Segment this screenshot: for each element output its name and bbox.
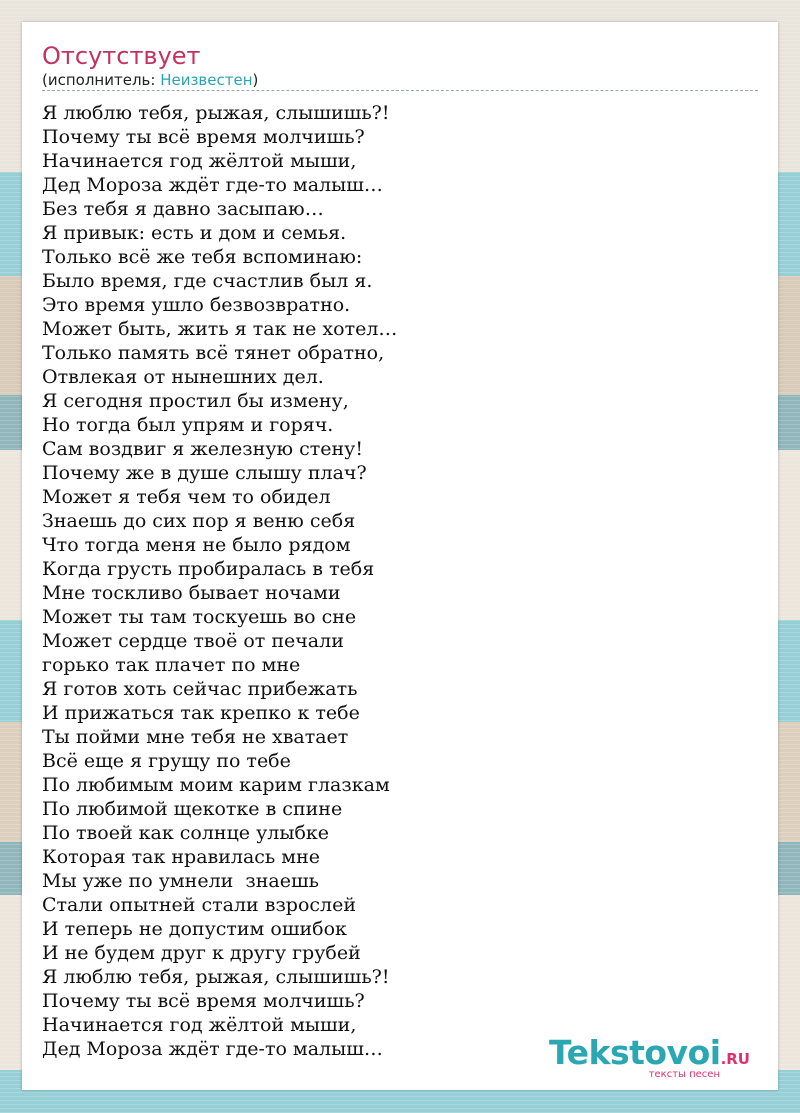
lyric-line: По любимой щекотке в спине [42, 798, 343, 820]
lyric-line: Только память всё тянет обратно, [42, 342, 385, 364]
lyric-line: Мы уже по умнели знаешь [42, 870, 319, 892]
lyric-line: Что тогда меня не было рядом [42, 534, 351, 556]
lyric-line: Мне тоскливо бывает ночами [42, 582, 341, 604]
lyric-line: Может ты там тоскуешь во сне [42, 606, 357, 628]
artist-line [42, 71, 258, 89]
lyric-line: Может сердце твоё от печали [42, 630, 344, 652]
lyrics-card [22, 22, 778, 1090]
logo-name: Tekstovoi [549, 1033, 721, 1072]
lyric-line: Это время ушло безвозвратно. [42, 294, 351, 316]
lyric-line: Я готов хоть сейчас прибежать [42, 678, 358, 700]
lyric-line: Почему ты всё время молчишь? [42, 126, 365, 148]
lyric-line: И не будем друг к другу грубей [42, 942, 361, 964]
lyric-line: Сам воздвиг я железную стену! [42, 438, 363, 460]
lyric-line: Когда грусть пробиралась в тебя [42, 558, 375, 580]
lyric-line: Было время, где счастлив был я. [42, 270, 373, 292]
lyric-line: По любимым моим карим глазкам [42, 774, 390, 796]
lyric-line: Я люблю тебя, рыжая, слышишь?! [42, 102, 390, 124]
lyric-line: горько так плачет по мне [42, 654, 301, 676]
lyric-line: Знаешь до сих пор я веню себя [42, 510, 356, 532]
lyric-line: Может быть, жить я так не хотел… [42, 318, 398, 340]
lyric-line: Всё еще я грущу по тебе [42, 750, 291, 772]
lyric-line: Дед Мороза ждёт где-то малыш… [42, 174, 383, 196]
lyric-line: Начинается год жёлтой мыши, [42, 1014, 357, 1036]
lyric-line: И прижаться так крепко к тебе [42, 702, 360, 724]
song-title: Отсутствует [42, 42, 201, 70]
logo-tld: .RU [720, 1050, 750, 1068]
lyric-line: Начинается год жёлтой мыши, [42, 150, 357, 172]
lyric-line: Только всё же тебя вспоминаю: [42, 246, 363, 268]
lyric-line: Почему же в душе слышу плач? [42, 462, 367, 484]
lyric-line: Я привык: есть и дом и семья. [42, 222, 347, 244]
site-logo[interactable] [549, 1033, 750, 1080]
lyric-line: Стали опытней стали взрослей [42, 894, 357, 916]
lyric-line: Я люблю тебя, рыжая, слышишь?! [42, 966, 390, 988]
lyric-line: Которая так нравилась мне [42, 846, 320, 868]
lyric-line: Ты пойми мне тебя не хватает [42, 726, 349, 748]
lyric-line: Почему ты всё время молчишь? [42, 990, 365, 1012]
artist-link[interactable]: Неизвестен [160, 71, 253, 89]
lyric-line: Дед Мороза ждёт где-то малыш… [42, 1038, 383, 1060]
lyric-line: Может я тебя чем то обидел [42, 486, 331, 508]
artist-prefix: (исполнитель: [42, 71, 161, 89]
lyric-line: Я сегодня простил бы измену, [42, 390, 349, 412]
lyric-line: Отвлекая от нынешних дел. [42, 366, 324, 388]
lyric-line: Без тебя я давно засыпаю… [42, 198, 324, 220]
lyrics-body [42, 101, 397, 1061]
artist-suffix: ) [252, 71, 259, 89]
logo-tagline: тексты песен [648, 1069, 720, 1080]
lyric-line: По твоей как солнце улыбке [42, 822, 330, 844]
title-divider [42, 90, 758, 91]
lyric-line: Но тогда был упрям и горяч. [42, 414, 334, 436]
lyric-line: И теперь не допустим ошибок [42, 918, 347, 940]
